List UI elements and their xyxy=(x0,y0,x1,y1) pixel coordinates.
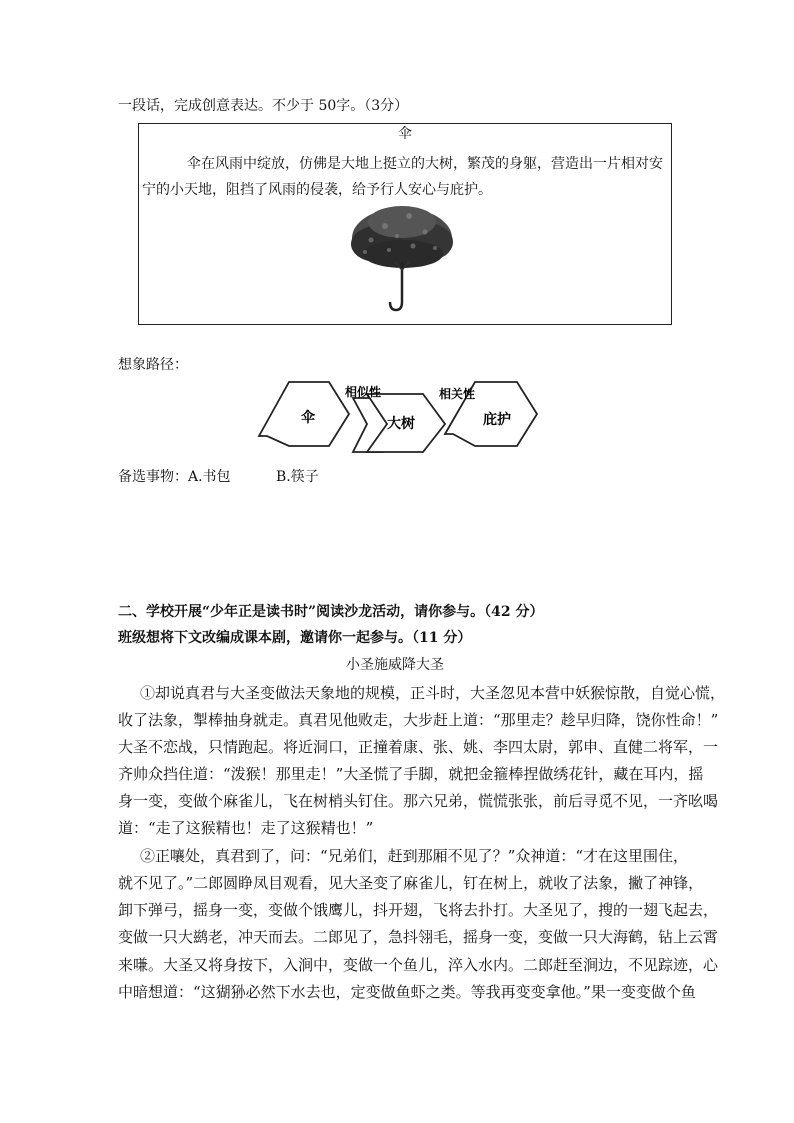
intro-text: 一段话，完成创意表达。不少于 50字。（3分） xyxy=(118,98,409,114)
story-line: 变做一只大鹚老，冲天而去。二郎见了，急抖翎毛，摇身一变，变做一只大海鹤，钻上云霄 xyxy=(118,928,719,946)
story-line: 中暗想道：“这猢狲必然下水去也，定变做鱼虾之类。等我再变变拿他。”果一变变做个鱼 xyxy=(118,983,696,1001)
story-line: 道：“走了这猴精也！走了这猴精也！” xyxy=(118,819,374,837)
relation-correlation: 相关性 xyxy=(439,387,476,401)
story-line: 大圣不恋战，只情跑起。将近洞口，正撞着康、张、姚、李四太尉，郭申、直健二将军，一 xyxy=(118,738,719,756)
node-umbrella: 伞 xyxy=(301,409,315,425)
example-line-1: 伞在风雨中绽放，仿佛是大地上挺立的大树，繁茂的身躯，营造出一片相对安 xyxy=(187,156,663,172)
story-line: 就不见了。”二郎圆睁凤目观看，见大圣变了麻雀儿，钉在树上，就收了法象，撇了神锋， xyxy=(118,874,704,892)
story-line: ①却说真君与大圣变做法天象地的规模，正斗时，大圣忽见本营中妖猴惊散，自觉心慌， xyxy=(140,684,726,702)
options-label: 备选事物：A.书包 xyxy=(118,469,231,485)
story-line: 齐帅众挡住道：“泼猴！那里走！”大圣慌了手脚，就把金箍棒捏做绣花针，藏在耳内，摇 xyxy=(118,765,704,783)
example-line-2: 宁的小天地，阻挡了风雨的侵袭，给予行人安心与庇护。 xyxy=(142,182,492,198)
story-line: ②正嚷处，真君到了，问：“兄弟们，赶到那厢不见了？”众神道：“才在这里围住， xyxy=(140,847,689,865)
story-line: 收了法象，掣棒抽身就走。真君见他败走，大步赶上道：“那里走？趁早归降，饶你性命！” xyxy=(118,711,719,729)
option-b: B.筷子 xyxy=(276,469,319,485)
node-protection: 庇护 xyxy=(483,411,511,427)
story-line: 身一变，变做个麻雀儿，飞在树梢头钉住。那六兄弟，慌慌张张，前后寻觅不见，一齐吆喝 xyxy=(118,792,719,810)
example-title: 伞 xyxy=(398,126,412,142)
tree-umbrella-illustration xyxy=(347,202,457,314)
node-big-tree: 大树 xyxy=(387,415,415,431)
section2-heading: 二、学校开展“少年正是读书时”阅读沙龙活动，请你参与。（42 分） xyxy=(118,604,544,620)
story-title: 小圣施威降大圣 xyxy=(346,657,444,673)
relation-similarity: 相似性 xyxy=(345,385,382,399)
section2-subheading: 班级想将下文改编成课本剧，邀请你一起参与。（11 分） xyxy=(118,630,472,646)
imagination-path-diagram xyxy=(255,376,540,456)
story-line: 来嗛。大圣又将身按下，入涧中，变做一个鱼儿，淬入水内。二郎赶至涧边，不见踪迹，心 xyxy=(118,956,719,974)
story-line: 卸下弹弓，摇身一变，变做个饿鹰儿，抖开翅，飞将去扑打。大圣见了，搜的一翅飞起去， xyxy=(118,901,719,919)
imagination-path-label: 想象路径： xyxy=(118,357,188,373)
